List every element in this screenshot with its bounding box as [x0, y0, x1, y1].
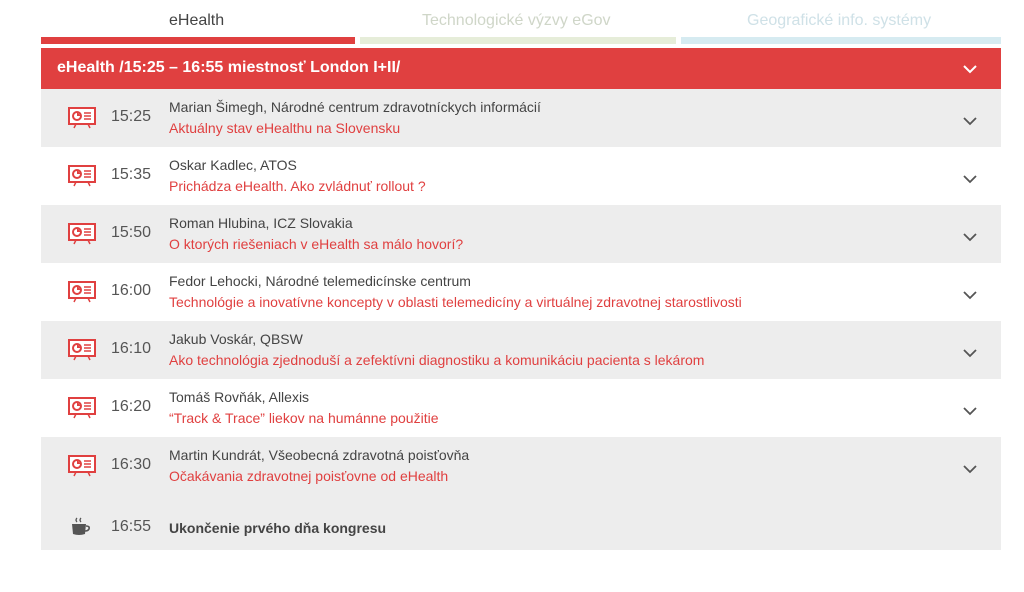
session-header[interactable] — [41, 48, 1001, 89]
tab-ehealth-indicator — [41, 37, 355, 44]
agenda-row[interactable] — [41, 147, 1001, 205]
talk-title: Technológie a inovatívne koncepty v oblasti telemedicíny a virtuálnej zdravotnej starostlivosti — [169, 294, 742, 310]
talk-title: O ktorých riešeniach v eHealth sa málo hovorí? — [169, 236, 464, 252]
talk-time: 15:50 — [111, 224, 152, 241]
presentation-icon — [68, 455, 96, 482]
tab-gis[interactable] — [681, 0, 1001, 44]
talk-title: Ako technológia zjednoduší a zefektívni diagnostiku a komunikáciu pacienta s lekárom — [169, 352, 705, 368]
talk-speaker: Roman Hlubina, ICZ Slovakia — [169, 215, 353, 231]
closing-label: Ukončenie prvého dňa kongresu — [169, 520, 387, 536]
talk-title: Očakávania zdravotnej poisťovne od eHealth — [169, 468, 449, 484]
presentation-icon — [68, 397, 96, 424]
talk-time: 16:10 — [111, 340, 152, 357]
talk-speaker: Fedor Lehocki, Národné telemedicínske centrum — [169, 273, 471, 289]
chevron-down-icon[interactable] — [963, 345, 977, 363]
talk-speaker: Jakub Voskár, QBSW — [169, 331, 303, 347]
chevron-down-icon[interactable] — [963, 61, 977, 79]
talk-time: 16:00 — [111, 282, 152, 299]
tab-egov[interactable] — [360, 0, 676, 44]
talk-title: Aktuálny stav eHealthu na Slovensku — [169, 120, 401, 136]
presentation-icon — [68, 223, 96, 250]
agenda-row[interactable] — [41, 379, 1001, 437]
tab-gis-indicator — [681, 37, 1001, 44]
session-title: eHealth /15:25 – 16:55 miestnosť London I+II/ — [57, 59, 401, 76]
presentation-icon — [68, 165, 96, 192]
talk-time: 16:20 — [111, 398, 152, 415]
agenda-row[interactable] — [41, 321, 1001, 379]
talk-speaker: Tomáš Rovňák, Allexis — [169, 389, 310, 405]
talk-title: Prichádza eHealth. Ako zvládnuť rollout ? — [169, 178, 426, 194]
tab-egov-label: Technologické výzvy eGov — [422, 12, 611, 29]
coffee-cup-icon — [70, 517, 92, 542]
closing-time: 16:55 — [111, 518, 152, 535]
tab-egov-indicator — [360, 37, 676, 44]
talk-title: “Track & Trace” liekov na humánne použitie — [169, 410, 439, 426]
chevron-down-icon[interactable] — [963, 113, 977, 131]
talk-time: 15:25 — [111, 108, 152, 125]
agenda-row[interactable] — [41, 263, 1001, 321]
tab-gis-label: Geografické info. systémy — [747, 12, 932, 29]
presentation-icon — [68, 339, 96, 366]
tab-ehealth[interactable] — [41, 0, 355, 44]
chevron-down-icon[interactable] — [963, 403, 977, 421]
talk-time: 16:30 — [111, 456, 152, 473]
tab-ehealth-label: eHealth — [169, 12, 225, 29]
chevron-down-icon[interactable] — [963, 461, 977, 479]
agenda-row[interactable] — [41, 437, 1001, 495]
track-tabs — [41, 0, 1001, 44]
closing-row — [41, 495, 1001, 550]
chevron-down-icon[interactable] — [963, 229, 977, 247]
talk-speaker: Oskar Kadlec, ATOS — [169, 157, 297, 173]
presentation-icon — [68, 281, 96, 308]
chevron-down-icon[interactable] — [963, 171, 977, 189]
talk-speaker: Marian Šimegh, Národné centrum zdravotníckych informácií — [169, 99, 541, 115]
agenda-row[interactable] — [41, 205, 1001, 263]
chevron-down-icon[interactable] — [963, 287, 977, 305]
talk-time: 15:35 — [111, 166, 152, 183]
agenda-row[interactable] — [41, 89, 1001, 147]
presentation-icon — [68, 107, 96, 134]
agenda-list — [41, 89, 1001, 550]
talk-speaker: Martin Kundrát, Všeobecná zdravotná poisťovňa — [169, 447, 470, 463]
